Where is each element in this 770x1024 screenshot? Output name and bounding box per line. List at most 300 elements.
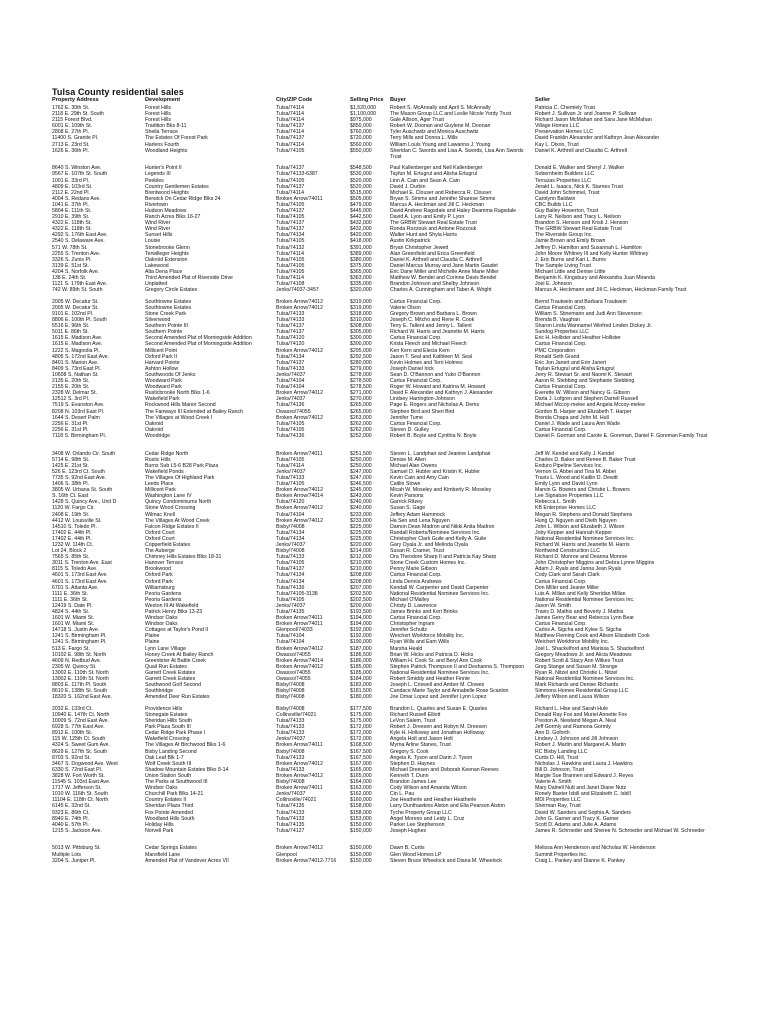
cell-buyer: Brandon James Lee — [390, 779, 437, 786]
cell-buyer: Micah W. Moseley and Kimberly R. Moseley — [390, 487, 492, 494]
cell-selling-price: $432,000 — [350, 220, 372, 227]
cell-seller: Lindsey J. Johnson and Jill Johnson — [535, 736, 619, 743]
cell-selling-price: $319,000 — [350, 298, 372, 305]
cell-property-address: 3326 S. Zunis Pl. — [52, 256, 92, 263]
cell-seller: Daniel F. Gorman and Carole E. Goreman, Daniel F. Goreman Family Trust — [535, 432, 708, 439]
cell-development: Garrett Creek Estates — [145, 669, 196, 676]
cell-seller: John G. Garner and Tracy K. Garner — [535, 815, 619, 822]
cell-selling-price: $150,000 — [350, 845, 372, 852]
cell-city-zip: Tulsa/74137 — [276, 566, 305, 573]
cell-seller: Guy Bailey Howerton, Trust — [535, 208, 599, 214]
cell-selling-price: $310,000 — [350, 317, 372, 324]
cell-property-address: 4601 S. 173rd East Ave. — [52, 578, 108, 585]
cell-seller: Richard W. Harris and Jeanette M. Harris — [535, 541, 630, 548]
cell-selling-price: $220,000 — [350, 541, 372, 548]
cell-city-zip: Tulsa/74133 — [276, 815, 305, 822]
cell-city-zip: Tulsa/74136 — [276, 402, 305, 409]
cell-buyer: Charles A. Cunningham and Taber A. Wright — [390, 287, 492, 294]
cell-property-address: 1111 E. 36th St. — [52, 596, 89, 603]
cell-city-zip: Tulsa/74137 — [276, 135, 305, 142]
cell-property-address: 8208 N. 103rd East Pl. — [52, 408, 105, 415]
cell-development: Harlens Fourth — [145, 141, 180, 148]
cell-selling-price: $208,000 — [350, 578, 372, 585]
cell-city-zip: Tulsa/74133 — [276, 718, 305, 725]
cell-selling-price: $548,500 — [350, 165, 372, 172]
cell-seller: James Gerry Bear and Rebecca Lynn Bear — [535, 615, 634, 622]
cell-property-address: 13002 E. 110th St. North — [52, 676, 109, 683]
cell-development: The Villages Of Highland Park — [145, 474, 215, 481]
cell-seller: Cartus Financial Corp. — [535, 304, 587, 311]
cell-buyer: Joseph C. Mitcho and Rene R. Cook — [390, 317, 475, 324]
cell-buyer: Marcus A. Heckman and Jill C. Heckman — [390, 201, 484, 208]
cell-property-address: 3467 S. Dogwood Ave. West — [52, 760, 118, 767]
cell-seller: Michael Little and Denise Little — [535, 268, 606, 275]
cell-city-zip: Tulsa/74105 — [276, 147, 305, 154]
cell-city-zip: Broken Arrow/74011 — [276, 195, 323, 202]
cell-city-zip: Tulsa/74105 — [276, 481, 305, 488]
cell-city-zip: Tulsa/74114 — [276, 111, 304, 118]
cell-selling-price: $150,000 — [350, 857, 372, 864]
cell-seller: Village Homes LLC — [535, 123, 580, 130]
cell-seller: Scott D. Adams and Julie A. Adams — [535, 821, 617, 828]
cell-selling-price: $432,000 — [350, 226, 372, 233]
cell-seller: Melissa Ann Henderson and Nicholas W. Henderson — [535, 845, 656, 852]
cell-property-address: Lot 24, Block 2 — [52, 548, 87, 555]
page-title: Tulsa County residential sales — [52, 87, 184, 97]
cell-development: The Fairways III Extended at Bailey Ranch — [145, 408, 244, 415]
cell-property-address: 2005 W. Decatur St. — [52, 298, 99, 305]
cell-development: Southwoods Of Jenks — [145, 371, 196, 378]
cell-city-zip: Broken Arrow/74012 — [276, 304, 324, 311]
cell-seller: Kay L. Dixon, Trust — [535, 141, 579, 148]
cell-buyer: Bryan Christopher Jewett — [390, 244, 449, 251]
cell-property-address: 5011 E. 86th St. — [52, 329, 89, 336]
cell-selling-price: $202,500 — [350, 590, 372, 597]
cell-buyer: Robert Smiddy and Heather Finnie — [390, 676, 470, 683]
cell-property-address: 4040 E. 57th Pl. — [52, 821, 89, 828]
cell-buyer: Richard W. Harris and Jeanette M. Harris — [390, 329, 485, 336]
cell-city-zip: Tulsa/74104 — [276, 384, 305, 391]
cell-buyer: Steven Bruce Wheelock and Diana M. Wheelock — [390, 857, 502, 864]
cell-city-zip: Tulsa/74134 — [276, 232, 305, 239]
cell-seller: James R. Schroeder and Sheree N. Schroeder and Michael W. Schroeder — [535, 827, 705, 834]
cell-property-address: 4609 N. Redbud Ave. — [52, 657, 102, 664]
cell-buyer: Walter Hunt and Shyla Harris — [390, 232, 457, 239]
cell-city-zip: Tulsa/74137 — [276, 220, 305, 227]
cell-selling-price: $165,000 — [350, 766, 372, 773]
cell-selling-price: $192,000 — [350, 627, 372, 634]
cell-selling-price: $246,500 — [350, 481, 372, 488]
cell-seller: Matthew Fleming Cook and Alison Elizabeth Cook — [535, 633, 650, 640]
cell-property-address: 18320 S. 162nd East Ave. — [52, 694, 112, 701]
cell-city-zip: Tulsa/74114 — [276, 462, 304, 469]
cell-buyer: Joseph Hughes — [390, 827, 427, 834]
cell-seller: MDI Properties LLC — [535, 797, 581, 804]
cell-selling-price: $280,000 — [350, 359, 372, 366]
cell-property-address: 2408 E. 19th St. — [52, 511, 90, 518]
cell-property-address: 1001 E. 33rd Pl. — [52, 177, 90, 184]
cell-seller: Donald E. Walker and Sheryl J. Walker — [535, 165, 625, 172]
cell-selling-price: $442,500 — [350, 214, 372, 221]
header-city-zip: City/ZIP Code — [276, 97, 313, 103]
cell-buyer: Tyler Auschwitz and Monica Auschwitz — [390, 129, 479, 136]
cell-development: Rustic Hills — [145, 456, 171, 463]
cell-selling-price: $278,500 — [350, 384, 372, 391]
cell-property-address: 1222 S. Magnolia Pl. — [52, 347, 100, 354]
cell-selling-price: $292,500 — [350, 353, 372, 360]
cell-buyer: Joseph L. Criswell and Amber M. Clowes — [390, 682, 485, 689]
cell-selling-price: $185,000 — [350, 669, 372, 676]
cell-buyer: Paul Kallenberger and Nell Kallenberger — [390, 165, 483, 172]
cell-property-address: 8629 E. 127th St. South — [52, 748, 108, 755]
cell-seller: Michael Mccoy-melee and Angela Mccoy-melee — [535, 402, 645, 409]
cell-property-address: 8703 S. 92nd St. — [52, 754, 91, 761]
cell-development: Williamsburg — [145, 584, 175, 591]
cell-city-zip: Tulsa/74137 — [276, 123, 305, 130]
cell-property-address: 2256 E. 31st Pl. — [52, 420, 89, 427]
cell-development: Woodland Heights — [145, 147, 188, 154]
cell-buyer: Jennifer Schultz — [390, 627, 427, 634]
cell-selling-price: $391,000 — [350, 244, 372, 251]
cell-property-address: 138 E. 24th St. — [52, 275, 87, 282]
cell-buyer: Robert J. Dreesen and Robyn M. Dreesen — [390, 724, 487, 731]
cell-buyer: Richard Russell Elliott — [390, 712, 441, 718]
sales-table — [0, 105, 770, 864]
cell-selling-price: $247,000 — [350, 468, 372, 475]
cell-development: Oxford Park — [145, 572, 173, 579]
cell-city-zip: Tulsa/74104 — [276, 639, 305, 646]
cell-development: Stonebrooke Glenn — [145, 244, 190, 251]
cell-seller: Craig L. Pankey and Dianne K. Pankey — [535, 857, 625, 864]
cell-selling-price: $850,000 — [350, 123, 372, 130]
cell-selling-price: $1,100,000 — [350, 111, 376, 118]
cell-buyer: Krista Fleech and Michael Fleech — [390, 341, 467, 348]
cell-development: Patrick Henry Blks 13-23 — [145, 609, 203, 615]
cell-buyer: Damon Dean Madron and Nikki Anita Madron — [390, 523, 495, 530]
cell-selling-price: $250,000 — [350, 456, 372, 463]
cell-city-zip: Tulsa/74132 — [276, 244, 305, 251]
cell-seller: Charles D. Baker and Renee B. Baker Trust — [535, 456, 636, 463]
cell-selling-price: $150,000 — [350, 851, 372, 858]
cell-seller: Jason W. Smith — [535, 602, 572, 609]
cell-development: The Villages At Birchwood Blks 1-6 — [145, 742, 226, 749]
cell-seller: The GRBW Stewart Real Estate Trust — [535, 226, 622, 233]
cell-development: Amended Deer Run Estates — [145, 694, 210, 701]
cell-selling-price: $214,000 — [350, 548, 372, 555]
cell-selling-price: $975,000 — [350, 117, 372, 124]
cell-development: Chimney Hills Estates Blks 18-31 — [145, 554, 222, 561]
cell-city-zip: Owasso/74055 — [276, 676, 311, 683]
cell-seller: Weichert Workforce Mobility Inc. — [535, 639, 610, 646]
cell-buyer: Ken Kern and Elecia Kern — [390, 347, 450, 354]
cell-development: Oxford Court — [145, 535, 175, 542]
cell-selling-price: $180,000 — [350, 694, 372, 701]
cell-development: Lynn Lane Village — [145, 645, 186, 652]
cell-city-zip: Broken Arrow/74012 — [276, 663, 324, 670]
cell-development: Peoria Gardens — [145, 596, 182, 603]
cell-selling-price: $187,000 — [350, 645, 372, 652]
cell-property-address: 513 E. Fargo St. — [52, 645, 90, 652]
cell-selling-price: $186,000 — [350, 657, 372, 664]
cell-selling-price: $278,000 — [350, 371, 372, 378]
cell-development: Brookwood — [145, 566, 171, 573]
cell-development: Cedar Ridge North — [145, 450, 189, 457]
cell-selling-price: $240,000 — [350, 505, 372, 512]
cell-property-address: 2540 S. Delaware Ave. — [52, 238, 105, 245]
cell-development: Harvard Pointe — [145, 359, 180, 366]
cell-buyer: Christopher Clark Guile and Kelly A. Guile — [390, 535, 487, 542]
cell-selling-price: $210,000 — [350, 566, 372, 573]
cell-selling-price: $163,000 — [350, 785, 372, 792]
cell-buyer: Brandon Johnson and Shelby Johnson — [390, 281, 480, 288]
cell-property-address: 8401 S. Marion Ave. — [52, 359, 99, 366]
cell-buyer: David J. Durbin — [390, 183, 426, 190]
cell-development: Oxford Park — [145, 578, 173, 585]
cell-property-address: S. 16th Ct. East — [52, 493, 89, 500]
cell-selling-price: $265,000 — [350, 408, 372, 415]
cell-city-zip: Jenks/74037 — [276, 371, 306, 378]
cell-property-address: 12419 S. Date Pl. — [52, 602, 93, 609]
cell-city-zip: Bixby/74008 — [276, 779, 305, 786]
cell-property-address: 9323 E. 86th Ct. — [52, 809, 90, 816]
cell-buyer: Cartus Financial Corp. — [390, 378, 442, 385]
cell-property-address: 5804 E. 111th St. — [52, 208, 92, 214]
cell-buyer: David A. Lyon and Emily P. Lyon — [390, 214, 465, 221]
cell-seller: KB Enterprise Homes LLC — [535, 505, 596, 512]
cell-selling-price: $172,000 — [350, 724, 372, 731]
cell-buyer: William Louis Young and Lawanna J. Young — [390, 141, 491, 148]
cell-seller: Curtis D. Hill, Trust — [535, 754, 579, 761]
cell-city-zip: Collinsville/74021 — [276, 797, 317, 804]
cell-development: Stone Creek Park — [145, 311, 186, 317]
cell-development: Legends III — [145, 171, 171, 178]
cell-seller: Gordon B. Harper and Elizabeth T. Harper — [535, 408, 632, 415]
cell-buyer: Roger W. Howard and Katrina M. Howard — [390, 384, 486, 391]
cell-seller: National Residential Nominee Services Inc. — [535, 535, 635, 542]
cell-selling-price: $225,000 — [350, 529, 372, 536]
cell-development: Falcon Ridge Estates II — [145, 523, 199, 530]
cell-seller: Everette W. Wilson and Nancy G. Gibson — [535, 390, 630, 397]
cell-seller: Eric H. Hollister and Heather Hollister — [535, 335, 621, 342]
cell-selling-price: $375,000 — [350, 262, 372, 269]
cell-buyer: Penny Marie Gibson — [390, 566, 437, 573]
cell-development: Sunset Hills — [145, 232, 173, 239]
cell-development: Peebles — [145, 177, 164, 184]
cell-property-address: 11104 E. 118th Ct. North — [52, 797, 109, 804]
cell-buyer: David F. Alexander and Kathryn J. Alexander — [390, 390, 493, 397]
cell-development: Honey Creek At Bailey Ranch — [145, 651, 214, 658]
cell-city-zip: Tulsa/74114 — [276, 189, 304, 196]
cell-development: Forest Hills — [145, 105, 171, 111]
cell-buyer: Gregory S. Cook — [390, 748, 429, 755]
cell-seller: John Christopher Miggins and Debra Lynne Miggins — [535, 560, 655, 567]
cell-development: Stonegate Estates — [145, 712, 188, 718]
cell-development: Unplatted — [145, 281, 168, 288]
cell-property-address: 3204 S. Juniper Pl. — [52, 857, 96, 864]
cell-property-address: 3408 W. Orlando Cir. South — [52, 450, 116, 457]
cell-seller: Summit Properties Inc. — [535, 851, 588, 858]
cell-seller: Northwind Construction LLC — [535, 548, 600, 555]
cell-selling-price: $445,000 — [350, 208, 372, 214]
cell-city-zip: Broken Arrow/74014 — [276, 657, 324, 664]
cell-city-zip: Tulsa/74134 — [276, 572, 305, 579]
cell-city-zip: Tulsa/74105 — [276, 201, 305, 208]
cell-buyer: William H. Cook Sr. and Beryl Ann Cook — [390, 657, 482, 664]
cell-development: Country Gentlemen Estates — [145, 183, 209, 190]
cell-city-zip: Jenks/74037 — [276, 602, 306, 609]
cell-selling-price: $335,000 — [350, 281, 372, 288]
cell-selling-price: $172,000 — [350, 736, 372, 743]
cell-seller: Luis A. Millan and Kelly Sheridan Millan — [535, 590, 626, 597]
cell-selling-price: $271,000 — [350, 390, 372, 397]
cell-seller: Darla J. Lofgren and Stephen Darrell Russell — [535, 396, 638, 403]
cell-development: The Estates Of Forest Park — [145, 135, 208, 142]
cell-city-zip: Tulsa/74104 — [276, 511, 305, 518]
cell-property-address: 4805 S. 172nd East Ave. — [52, 353, 110, 360]
cell-buyer: Brandon L. Quarles and Susan E. Quarles — [390, 705, 488, 712]
cell-property-address: 4292 S. 176th East Ave. — [52, 232, 108, 239]
cell-buyer: Sheridan C. Swords and Lisa A. Swords, Lisa Ann Swords Trust — [390, 147, 524, 160]
cell-buyer: Kendall W. Carpenter and David Carpenter — [390, 584, 489, 591]
cell-development: Rockwood Hills Manor Second — [145, 402, 216, 409]
cell-development: Brentwood Heights — [145, 189, 189, 196]
cell-city-zip: Tulsa/74105 — [276, 456, 305, 463]
cell-city-zip: Tulsa/74105 — [276, 426, 305, 433]
cell-buyer: David Andrew Ragsdale and Haley Deamma Ragsdale — [390, 208, 517, 214]
cell-city-zip: Jenks/74037 — [276, 791, 306, 798]
cell-seller: National Residential Nominee Services Inc. — [535, 676, 635, 683]
cell-buyer: Michael Alan Owens — [390, 462, 437, 469]
cell-buyer: Joe Heatherle and Heather Heatherle — [390, 797, 477, 804]
cell-selling-price: $183,000 — [350, 682, 372, 689]
cell-seller: Benjamin K. Kingsbury and Alexandra Juan Miranda — [535, 275, 655, 282]
cell-buyer: Cartus Financial Corp. — [390, 572, 442, 579]
cell-property-address: 1241 S. Birmingham Pl. — [52, 633, 107, 640]
cell-buyer: Bryan S. Simms and Jennifer Sharese Simms — [390, 195, 496, 202]
cell-buyer: Myrna Arline Stanes, Trust — [390, 742, 451, 749]
cell-property-address: 1644 S. Desert Palm — [52, 414, 100, 421]
cell-seller: Richard D. Monroe and Deanna Monroe — [535, 554, 628, 561]
cell-city-zip: Tulsa/74137 — [276, 359, 305, 366]
cell-seller: Simmons Homes Residential Group LLC — [535, 688, 629, 695]
cell-buyer: Weichert Workforce Mobility Inc. — [390, 633, 465, 640]
cell-property-address: 7118 S. Birmingham Pl. — [52, 432, 107, 439]
cell-selling-price: $153,000 — [350, 815, 372, 822]
cell-selling-price: $279,000 — [350, 365, 372, 372]
cell-development: Southwood Golf Second — [145, 682, 201, 689]
cell-property-address: 9567 E. 107th St. South — [52, 171, 108, 178]
cell-city-zip: Collinsville/74021 — [276, 712, 317, 718]
cell-development: Windsor Oaks — [145, 785, 178, 792]
cell-selling-price: $550,000 — [350, 147, 372, 154]
cell-selling-price: $240,000 — [350, 499, 372, 506]
cell-seller: Jeffrey D. Hamilton and Susannah L. Hamilton — [535, 244, 642, 251]
cell-buyer: Linn A. Cain and Sean A. Cain — [390, 177, 460, 184]
cell-selling-price: $251,500 — [350, 450, 372, 457]
cell-city-zip: Tulsa/74133 — [276, 724, 305, 731]
cell-seller: Ronely Baxter Isbill and Elizabeth C. Isbill — [535, 791, 631, 798]
cell-city-zip: Tulsa/74134 — [276, 535, 305, 542]
cell-selling-price: $263,000 — [350, 414, 372, 421]
cell-development: Bixby Landing Second — [145, 748, 197, 755]
cell-property-address: 2808 E. 27th Pl. — [52, 129, 89, 136]
cell-seller: Bill D. Johnson, Trust — [535, 766, 585, 773]
cell-buyer: Angela Holt and Jason Holt — [390, 736, 453, 743]
cell-buyer: Stone Creek Custom Homes Inc. — [390, 560, 466, 567]
cell-city-zip: Bixby/74008 — [276, 523, 305, 530]
cell-property-address: 12512 S. 3rd Pl. — [52, 396, 90, 403]
header-property-address: Property Address — [52, 97, 99, 103]
cell-selling-price: $210,000 — [350, 560, 372, 567]
cell-selling-price: $479,000 — [350, 201, 372, 208]
cell-development: Quail Run Estates — [145, 663, 187, 670]
cell-seller: Carlos A. Sigcha and Kylee S. Sigcha — [535, 627, 622, 634]
cell-development: Union Station South — [145, 772, 192, 779]
cell-property-address: 4809 E. 103rd St. — [52, 183, 93, 190]
cell-property-address: 2115 Forest Blvd. — [52, 117, 93, 124]
cell-seller: Brenda Chapa and John M. Hull — [535, 414, 609, 421]
cell-selling-price: $530,000 — [350, 171, 372, 178]
cell-property-address: 1215 S. Jackson Ave. — [52, 827, 102, 834]
cell-buyer: Dawn B. Curtis — [390, 845, 425, 852]
cell-city-zip: Tulsa/74120 — [276, 341, 305, 348]
cell-buyer: Daniel K. Arthrell and Claudia C. Arthrell — [390, 256, 482, 263]
cell-property-address: 526 E. 123rd Ct. South — [52, 468, 105, 475]
cell-buyer: Alan Greenfield and Erica Greenfield — [390, 250, 475, 257]
cell-buyer: Cody Wilson and Amanda Wilson — [390, 785, 467, 792]
cell-property-address: 1717 W. Jefferson St. — [52, 785, 102, 792]
cell-city-zip: Tulsa/74134 — [276, 529, 305, 536]
cell-development: Cedar Ridge Park Phase I — [145, 730, 206, 737]
cell-buyer: Matthew W. Bendel and Corinne Davis Bendel — [390, 275, 497, 282]
cell-development: The Villages At Wood Creek — [145, 517, 210, 524]
cell-city-zip: Tulsa/74105 — [276, 238, 305, 245]
cell-seller: Margie Sue Brannen and Edward J. Reyes — [535, 772, 634, 779]
cell-seller: Jeffery Wilson and Laura Wilson — [535, 694, 610, 701]
cell-property-address: 2112 E. 22nd Pl. — [52, 189, 90, 196]
cell-development: Lakewood — [145, 262, 169, 269]
cell-seller: Carolynn Baldwin — [535, 195, 576, 202]
cell-buyer: Tayfun M. Ertugrul and Alisha Ertugrul — [390, 171, 478, 178]
cell-selling-price: $160,000 — [350, 797, 372, 804]
cell-selling-price: $308,000 — [350, 323, 372, 330]
cell-city-zip: Broken Arrow/74012 — [276, 487, 324, 494]
cell-selling-price: $158,000 — [350, 803, 372, 810]
cell-selling-price: $233,000 — [350, 511, 372, 518]
cell-city-zip: Broken Arrow/74011 — [276, 615, 323, 622]
cell-selling-price: $194,000 — [350, 615, 372, 622]
cell-development: Copperfield Estates — [145, 541, 191, 548]
cell-buyer: Christy D. Lawrence — [390, 602, 437, 609]
cell-selling-price: $184,000 — [350, 676, 372, 683]
cell-buyer: Susan S. Gage — [390, 505, 426, 512]
cell-seller: Richard L. Hise and Sarah Hule — [535, 705, 608, 712]
cell-buyer: Daniel Marcus Murray and Jann Martin Gaudet — [390, 262, 498, 269]
cell-buyer: National Residential Nominee Services Inc. — [390, 590, 490, 597]
cell-selling-price: $167,500 — [350, 748, 372, 755]
cell-selling-price: $225,000 — [350, 535, 372, 542]
cell-seller: The Riverside Group Inc. — [535, 232, 593, 239]
cell-property-address: 5013 W. Pittsburg St. — [52, 845, 101, 852]
table-row — [0, 858, 770, 864]
cell-development: Second Amended Plat of Morningside Addition — [145, 341, 252, 348]
cell-property-address: 2713 E. 23rd St. — [52, 141, 90, 148]
cell-city-zip: Broken Arrow/74011 — [276, 621, 323, 628]
header-selling-price: Selling Price — [350, 97, 384, 103]
cell-development: Quincy Condominiums North — [145, 499, 212, 506]
cell-city-zip: Broken Arrow/74012 — [276, 772, 324, 779]
cell-development: Sheridan Plaza Third — [145, 803, 194, 810]
